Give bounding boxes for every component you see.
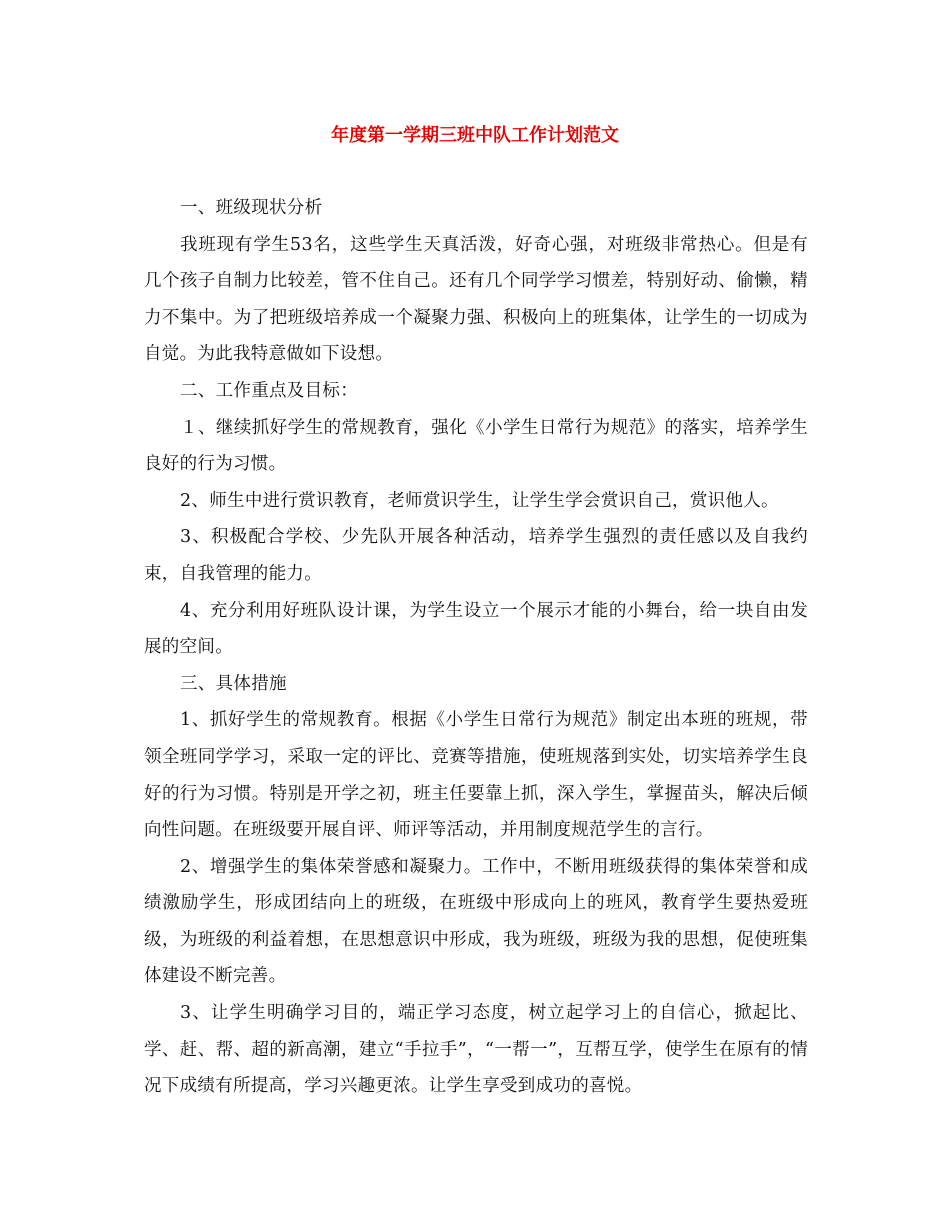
paragraph-goal-4: 4、充分利用好班队设计课，为学生设立一个展示才能的小舞台，给一块自由发展的空间。 <box>144 600 808 658</box>
document-body <box>144 190 808 1105</box>
section-heading-goals: 二、工作重点及目标： <box>180 380 358 401</box>
paragraph-measure-3: 3、让学生明确学习目的，端正学习态度，树立起学习上的自信心，掀起比、学、赶、帮、超的新高潮，建立“手拉手”，“一帮一”，互帮互学，使学生在原有的情况下成绩有所提高，学习兴趣更浓。让学生享受到成功的喜悦。 <box>144 1003 808 1097</box>
paragraph-status-analysis: 我班现有学生53名，这些学生天真活泼，好奇心强，对班级非常热心。但是有几个孩子自制力比较差，管不住自己。还有几个同学学习惯差，特别好动、偷懒，精力不集中。为了把班级培养成一个凝聚力强、积极向上的班集体，让学生的一切成为自觉。为此我特意做如下设想。 <box>144 234 808 365</box>
paragraph-goal-2: 2、师生中进行赏识教育，老师赏识学生，让学生学会赏识自己，赏识他人。 <box>180 490 779 511</box>
paragraph-goal-1: １、继续抓好学生的常规教育，强化《小学生日常行为规范》的落实，培养学生良好的行为习惯。 <box>144 417 808 475</box>
document-title: 年度第一学期三班中队工作计划范文 <box>331 125 619 146</box>
section-heading-measures: 三、具体措施 <box>180 673 287 694</box>
paragraph-measure-1: 1、抓好学生的常规教育。根据《小学生日常行为规范》制定出本班的班规，带领全班同学学习，采取一定的评比、竞赛等措施，使班规落到实处，切实培养学生良好的行为习惯。特别是开学之初，班主任要靠上抓，深入学生，掌握苗头，解决后倾向性问题。在班级要开展自评、师评等活动，并用制度规范学生的言行。 <box>144 710 808 841</box>
paragraph-goal-3: 3、积极配合学校、少先队开展各种活动，培养学生强烈的责任感以及自我约束，自我管理的能力。 <box>144 527 808 584</box>
section-heading-status: 一、班级现状分析 <box>180 198 323 218</box>
paragraph-measure-2: 2、增强学生的集体荣誉感和凝聚力。工作中，不断用班级获得的集体荣誉和成绩激励学生，形成团结向上的班级，在班级中形成向上的班风，教育学生要热爱班级，为班级的利益着想，在思想意识中形成，我为班级，班级为我的思想，促使班集体建设不断完善。 <box>144 856 808 987</box>
